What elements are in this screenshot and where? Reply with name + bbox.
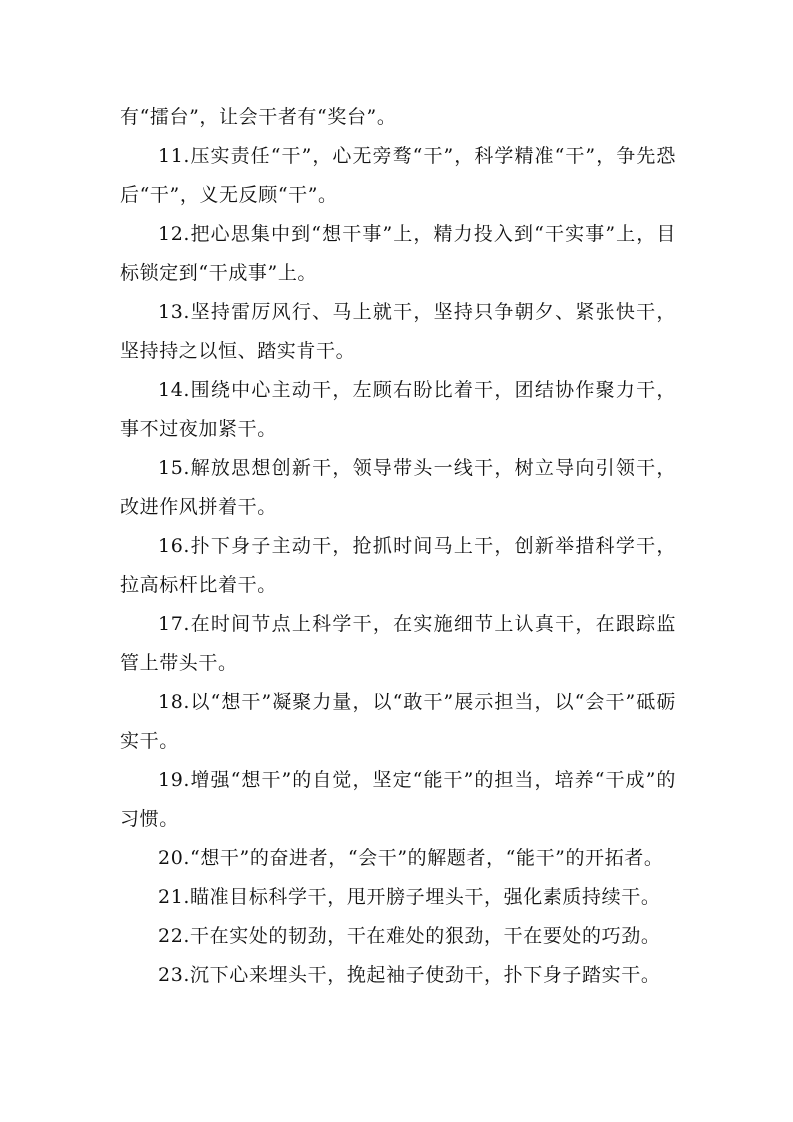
document-body: [120, 98, 676, 995]
paragraph-item-12: 12.把心思集中到“想干事”上，精力投入到“干实事”上，目标锁定到“干成事”上。: [120, 223, 676, 284]
paragraph-continuation: 有“擂台”，让会干者有“奖台”。: [120, 106, 397, 128]
paragraph-item-18: 18.以“想干”凝聚力量，以“敢干”展示担当，以“会干”砥砺实干。: [120, 691, 676, 752]
paragraph-item-13: 13.坚持雷厉风行、马上就干，坚持只争朝夕、紧张快干，坚持持之以恒、踏实肯干。: [120, 301, 676, 362]
paragraph-item-15: 15.解放思想创新干，领导带头一线干，树立导向引领干，改进作风拼着干。: [120, 457, 676, 518]
paragraph-item-11: 11.压实责任“干”，心无旁骛“干”，科学精准“干”，争先恐后“干”，义无反顾“干”。: [120, 145, 676, 206]
paragraph-item-17: 17.在时间节点上科学干，在实施细节上认真干，在跟踪监管上带头干。: [120, 613, 676, 674]
paragraph-item-21: 21.瞄准目标科学干，甩开膀子埋头干，强化素质持续干。: [158, 886, 661, 908]
paragraph-item-22: 22.干在实处的韧劲，干在难处的狠劲，干在要处的巧劲。: [158, 925, 661, 947]
paragraph-item-16: 16.扑下身子主动干，抢抓时间马上干，创新举措科学干，拉高标杆比着干。: [120, 535, 676, 596]
paragraph-item-23: 23.沉下心来埋头干，挽起袖子使劲干，扑下身子踏实干。: [158, 964, 661, 986]
paragraph-item-20: 20.“想干”的奋进者，“会干”的解题者，“能干”的开拓者。: [158, 847, 664, 869]
paragraph-item-14: 14.围绕中心主动干，左顾右盼比着干，团结协作聚力干，事不过夜加紧干。: [120, 379, 676, 440]
paragraph-item-19: 19.增强“想干”的自觉，坚定“能干”的担当，培养“干成”的习惯。: [120, 769, 676, 830]
